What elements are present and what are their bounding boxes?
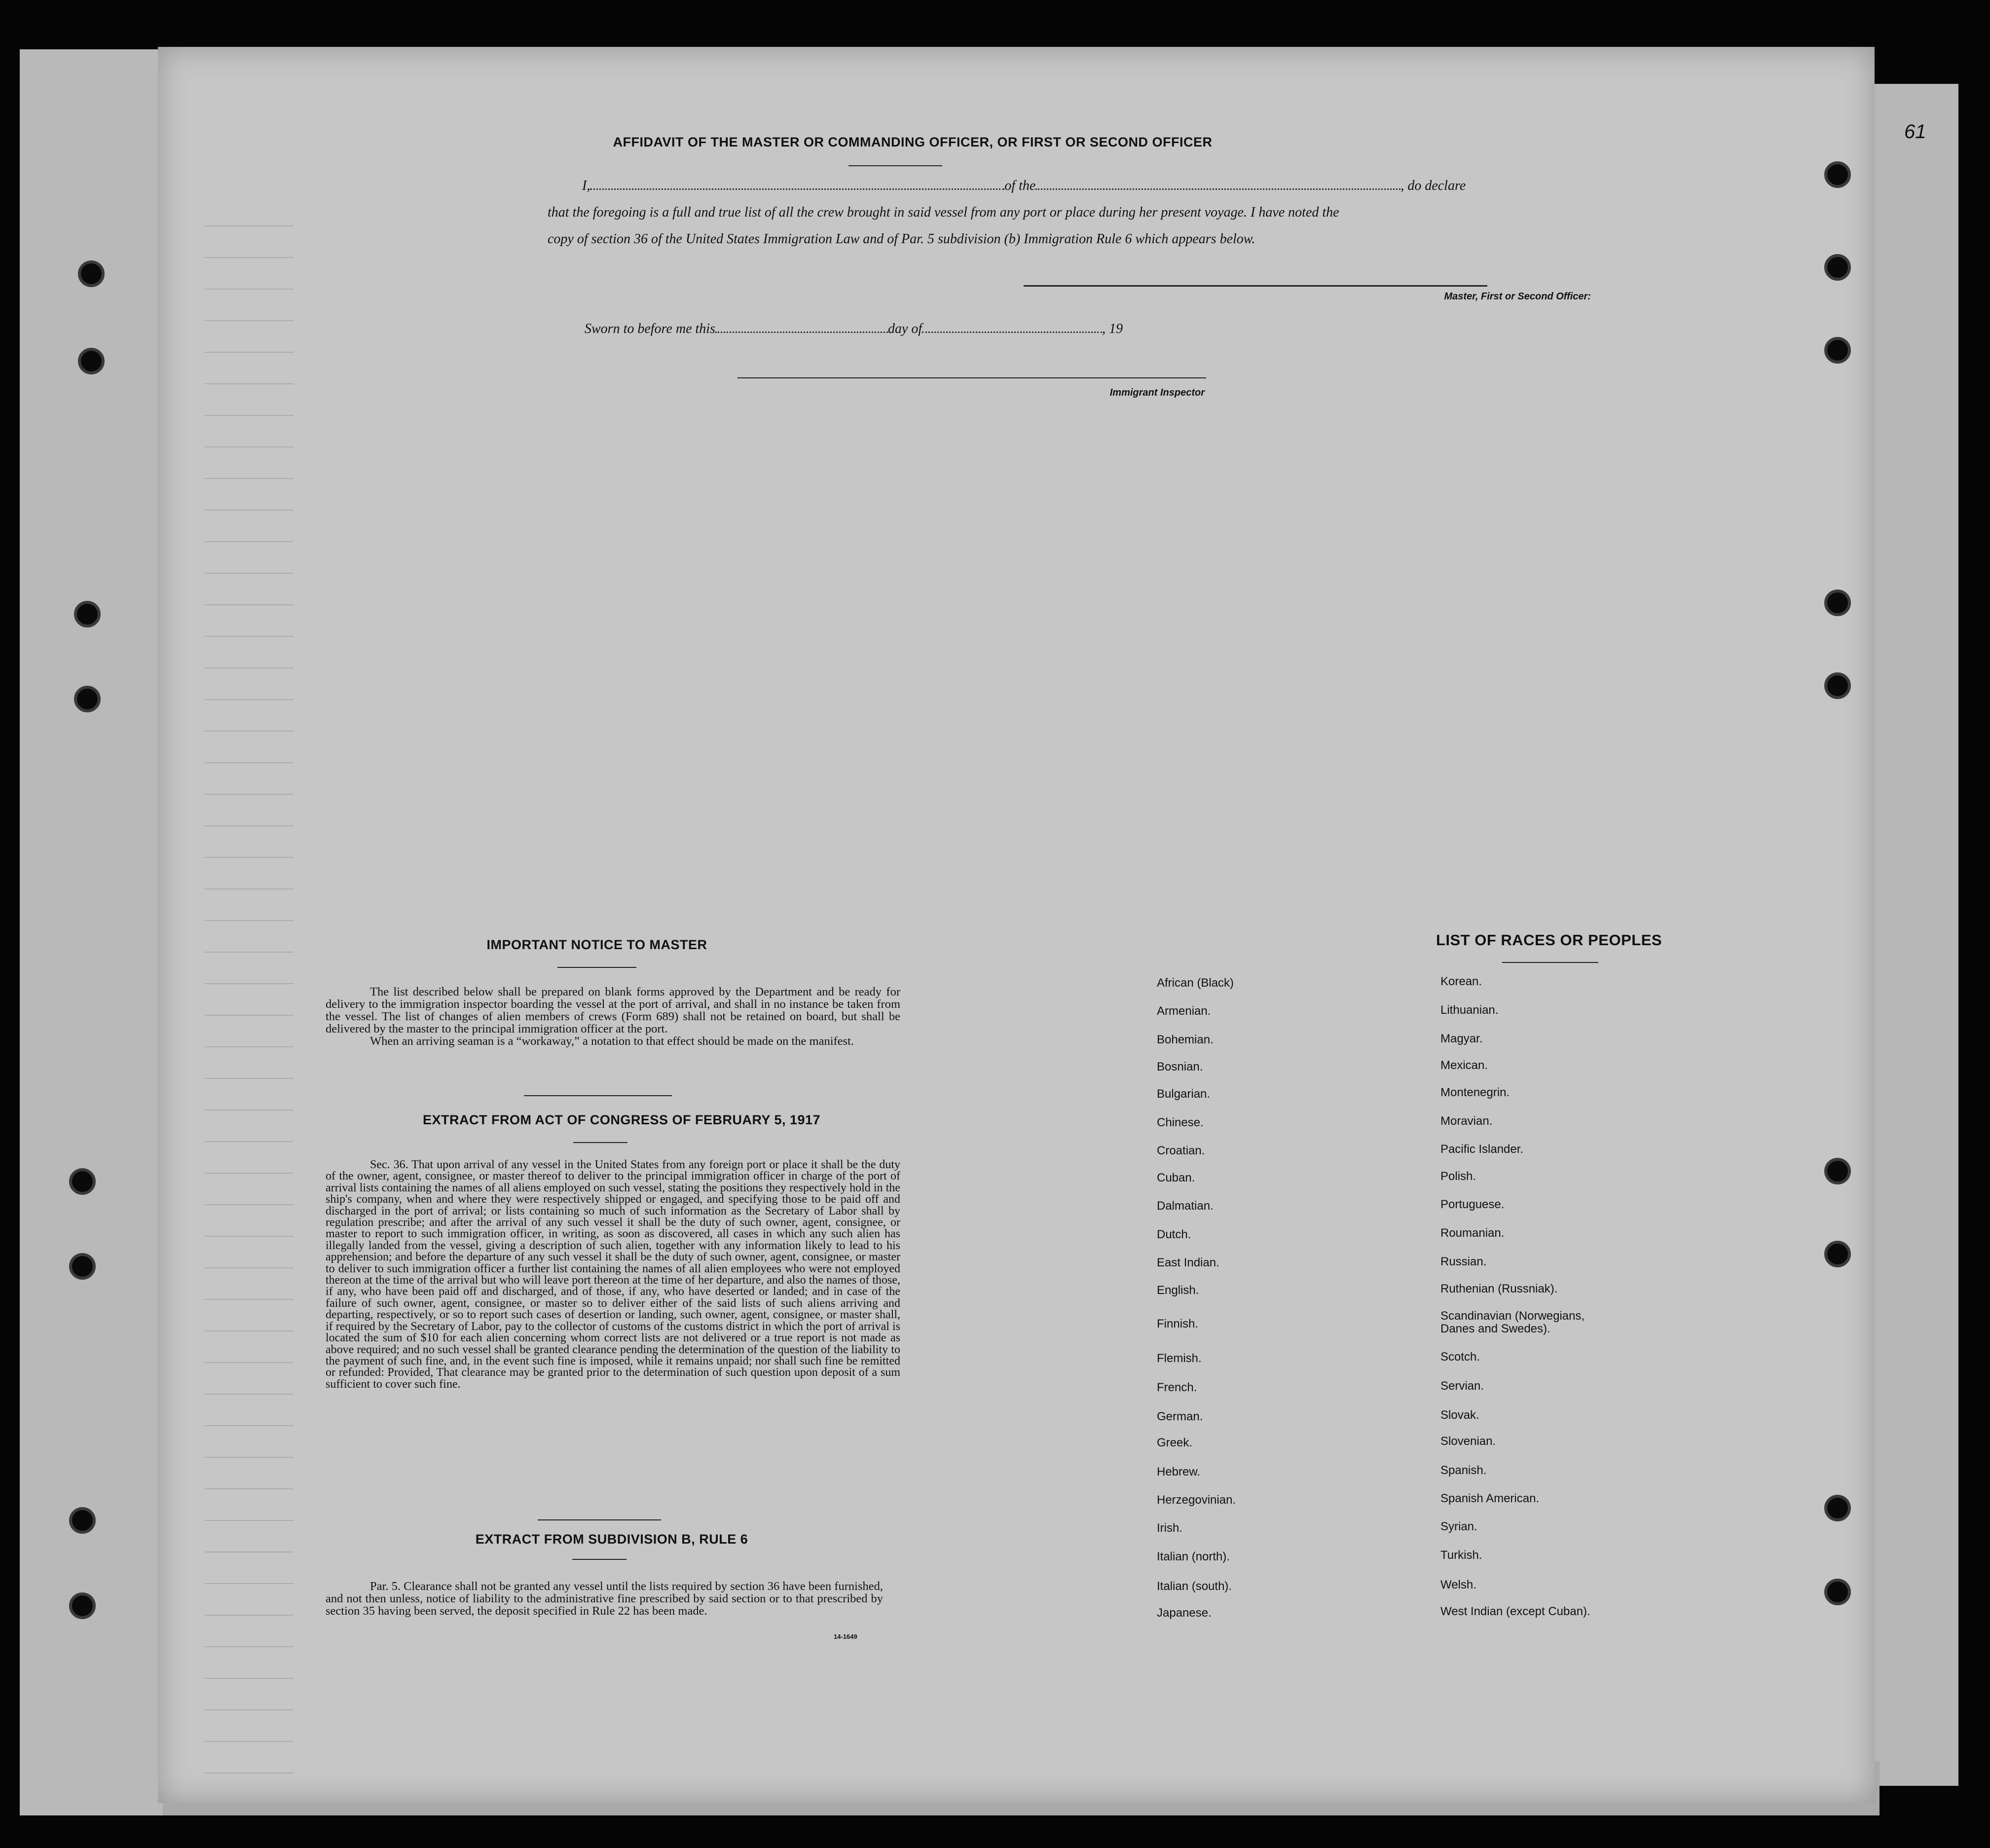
underlying-page-right [1865,84,1958,1786]
race-left: Hebrew. [1157,1465,1201,1478]
races-title: LIST OF RACES OR PEOPLES [1436,931,1662,949]
race-left: Finnish. [1157,1317,1199,1331]
race-right: Ruthenian (Russniak). [1440,1282,1558,1295]
race-right: Montenegrin. [1440,1086,1510,1099]
inspector-signature-label: Immigrant Inspector [1109,387,1205,398]
race-right: Spanish. [1440,1464,1487,1477]
sworn-label: Sworn to before me this [585,321,715,336]
vessel-field[interactable] [1035,180,1400,190]
binder-hole [1824,1579,1851,1605]
month-field[interactable] [922,323,1102,333]
notice-paragraph-1: The list described below shall be prepared on blank forms approved by the Department and be ready for delivery to the immigration inspector boarding the vessel at the port of arrival, and shall in no instance be taken from the vessel. The list of changes of alien members of crews (Form 689) shall not be retained on board, but shall be delivered by the master to the principal immigration officer at the port. [326,985,900,1035]
binder-hole [74,686,101,712]
form-sheet [158,47,1926,1803]
binder-hole [1824,1241,1851,1267]
race-right: Moravian. [1440,1114,1493,1128]
page-mark: 61 [1904,121,1926,143]
declaration-line-2: that the foregoing is a full and true list of all the crew brought in said vessel from any port or place during her present voyage. I have noted the [548,205,1339,220]
binder-hole [69,1507,96,1534]
binder-hole [1824,161,1851,188]
race-left: Flemish. [1157,1352,1202,1365]
race-left: Bohemian. [1157,1033,1214,1046]
rule-body [326,1580,883,1617]
day-of-label: day of [887,321,922,336]
do-declare-label: , do declare [1400,178,1466,193]
rule-divider [572,1559,626,1560]
race-right: Lithuanian. [1440,1003,1499,1017]
affidavit-title: AFFIDAVIT OF THE MASTER OR COMMANDING OFFICER, OR FIRST OR SECOND OFFICER [613,135,1213,149]
year-label: , 19 [1102,321,1123,336]
act-title: EXTRACT FROM ACT OF CONGRESS OF FEBRUARY 5, 1917 [422,1112,821,1127]
race-left: East Indian. [1157,1256,1219,1269]
race-right: Pacific Islander. [1440,1143,1524,1156]
race-left: Cuban. [1157,1171,1195,1184]
binder-hole [1824,672,1851,699]
notice-title: IMPORTANT NOTICE TO MASTER [486,937,707,952]
binder-hole [78,348,105,374]
race-left: Dalmatian. [1157,1199,1214,1213]
section-divider-2 [538,1519,661,1520]
race-right: Magyar. [1440,1032,1483,1045]
notice-divider [557,967,636,968]
binder-hole [69,1253,96,1280]
race-left: Italian (south). [1157,1580,1232,1593]
declaration-line-3: copy of section 36 of the United States Immigration Law and of Par. 5 subdivision (b) Immigration Rule 6 which appears below. [548,231,1255,247]
race-left: French. [1157,1381,1197,1394]
race-right: Mexican. [1440,1059,1488,1072]
inspector-signature-line[interactable] [737,377,1206,378]
race-left: Armenian. [1157,1004,1211,1018]
binder-hole [69,1592,96,1619]
race-right: Korean. [1440,975,1482,988]
rule-title: EXTRACT FROM SUBDIVISION B, RULE 6 [475,1532,748,1547]
race-left: Croatian. [1157,1144,1205,1157]
binder-hole [1824,254,1851,281]
binder-hole [78,260,105,287]
act-paragraph: Sec. 36. That upon arrival of any vessel in the United States from any foreign port or place it shall be the duty of the owner, agent, consignee, or master thereof to deliver to the principal immigration officer in charge of the port of arrival lists containing the names of all aliens employed on such vessel, stating the positions they respectively hold in the ship's company, when and where they were respectively shipped or engaged, and specifying those to be paid off and discharged in the port of arrival; or lists containing so much of such information as the Secretary of Labor shall by regulation prescribe; and after the arrival of any such vessel it shall be the duty of such owner, agent, consignee, or master to report to such immigration officer, in writing, as soon as discovered, all cases in which any such alien has illegally landed from the vessel, giving a description of such alien, together with any information likely to lead to his apprehension; and before the departure of any such vessel it shall be the duty of such owner, agent, consignee, or master to deliver to such immigration officer a further list containing the names of all alien employees who were not employed thereon at the time of the arrival but who will leave port thereon at the time of her departure, and also the names of those, if any, who have been paid off and discharged, and of those, if any, who have deserted or landed; and in case of the failure of such owner, agent, consignee, or master so to deliver either of the said lists of such aliens arriving and departing, respectively, or so to report such cases of desertion or landing, such owner, agent, consignee, or master shall, if required by the Secretary of Labor, pay to the collector of customs of the customs district in which the port of arrival is located the sum of $10 for each alien concerning whom correct lists are not delivered or a true report is not made as above required; and no such vessel shall be granted clearance pending the determination of the question of the liability to the payment of such fine, and, in the event such fine is imposed, while it remains unpaid; nor shall such fine be remitted or refunded: Provided, That clearance may be granted prior to the determination of such question upon deposit of a sum sufficient to cover such fine. [326,1158,900,1391]
i-label: I, [582,178,590,193]
race-right: Roumanian. [1440,1226,1505,1240]
rule-paragraph: Par. 5. Clearance shall not be granted any vessel until the lists required by section 36 have been furnished, and not then unless, notice of liability to the administrative fine prescribed by said section or to that prescribed by section 35 having been served, the deposit specified in Rule 22 has been made. [326,1580,883,1618]
race-left: Greek. [1157,1436,1193,1449]
binder-hole [69,1168,96,1195]
race-left: Japanese. [1157,1606,1212,1620]
binder-hole [1824,1158,1851,1184]
act-body [326,1159,900,1390]
race-left: Dutch. [1157,1228,1191,1241]
sworn-line [585,316,1123,342]
race-right: Scotch. [1440,1350,1480,1364]
race-left: African (Black) [1157,976,1234,990]
binder-hole [1824,1495,1851,1521]
race-right: Servian. [1440,1379,1484,1393]
race-left: English. [1157,1284,1199,1297]
act-divider [573,1142,627,1143]
race-right: Syrian. [1440,1520,1477,1533]
race-left: Irish. [1157,1521,1183,1535]
name-field[interactable] [590,180,1004,190]
title-divider [848,165,942,166]
ruled-margin [205,195,294,1774]
day-field[interactable] [715,323,888,333]
race-left: Herzegovinian. [1157,1493,1236,1507]
race-left: German. [1157,1410,1203,1423]
race-right: Turkish. [1440,1549,1482,1562]
officer-signature-label: Master, First or Second Officer: [1444,291,1591,302]
officer-signature-line[interactable] [1024,285,1487,287]
race-right: Scandinavian (Norwegians, Danes and Swedes). [1440,1309,1585,1335]
affidavit-declaration [548,173,1653,253]
race-left: Bosnian. [1157,1060,1203,1073]
race-left: Bulgarian. [1157,1087,1211,1101]
notice-body [326,986,900,1047]
race-right: Slovak. [1440,1408,1479,1422]
section-divider [524,1095,672,1096]
notice-paragraph-2: When an arriving seaman is a “workaway,” a notation to that effect should be made on the manifest. [370,1035,854,1048]
form-number: 14-1649 [834,1633,857,1640]
race-right: Welsh. [1440,1578,1476,1591]
race-right: West Indian (except Cuban). [1440,1605,1590,1618]
binder-hole [1824,337,1851,364]
race-left: Italian (north). [1157,1550,1230,1563]
race-right: Polish. [1440,1170,1476,1183]
of-the-label: of the [1004,178,1036,193]
races-divider [1502,962,1598,963]
race-left: Chinese. [1157,1116,1204,1129]
underlying-page-left [20,49,168,1815]
race-right: Spanish American. [1440,1492,1540,1505]
binder-hole [74,601,101,628]
binder-hole [1824,590,1851,616]
race-right: Slovenian. [1440,1435,1496,1448]
race-right: Russian. [1440,1255,1487,1268]
race-right: Portuguese. [1440,1198,1505,1211]
